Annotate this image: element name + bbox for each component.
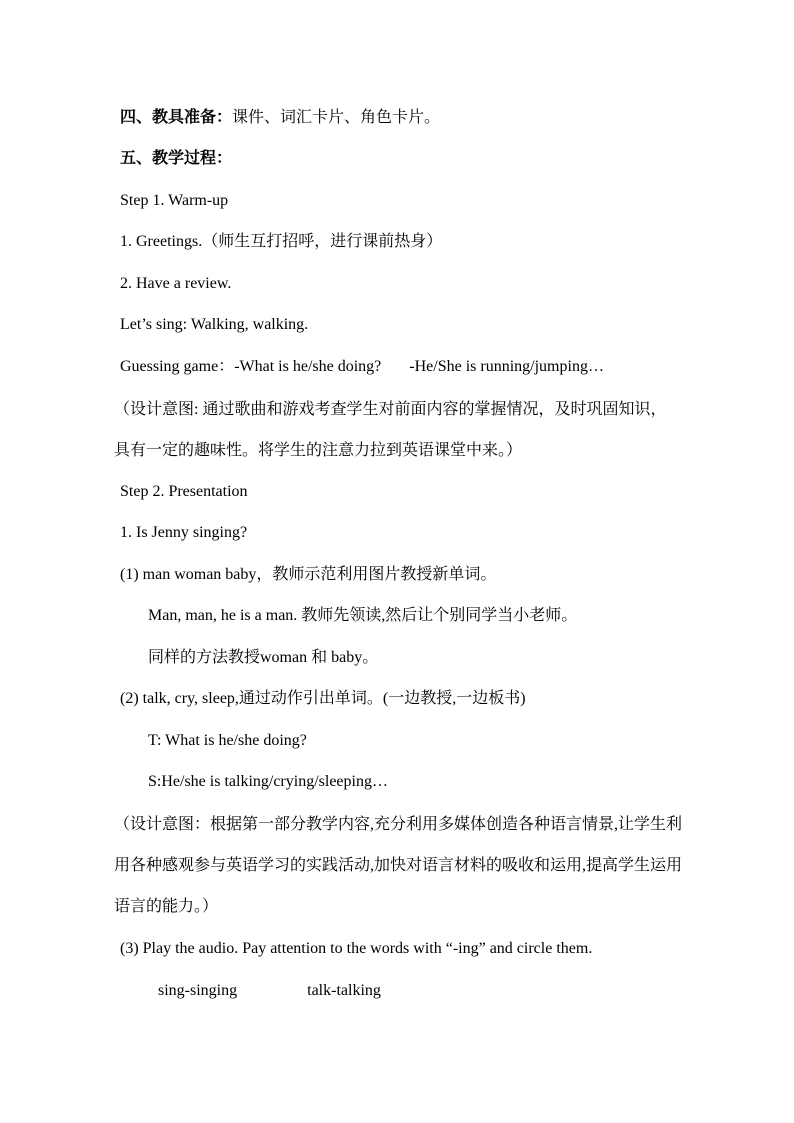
step1-title: Step 1. Warm-up [120, 192, 229, 209]
step2-teacher-question: T: What is he/she doing? [148, 732, 307, 749]
step2-title: Step 2. Presentation [120, 483, 248, 500]
section-four-heading: 四、教具准备： [120, 109, 233, 126]
step2-sub3: (3) Play the audio. Pay attention to the words with “-ing” and circle them. [120, 940, 593, 957]
step1-item-review: 2. Have a review. [120, 275, 232, 292]
step1-design-intent: （设计意图: 通过歌曲和游戏考查学生对前面内容的掌握情况，及时巩固知识，具有一定的趣味性。将学生的注意力拉到英语课堂中来。） [114, 401, 667, 459]
step1-guessing-game [120, 357, 604, 377]
step2-student-answer: S:He/she is talking/crying/sleeping… [148, 773, 388, 790]
step1-item-greetings: 1. Greetings.（师生互打招呼，进行课前热身） [120, 233, 443, 250]
word-pair-talk: talk-talking [307, 982, 381, 999]
step1-song: Let’s sing: Walking, walking. [120, 316, 309, 333]
game-answer: -He/She is running/jumping… [409, 358, 604, 375]
step2-sub1-line1: Man, man, he is a man. 教师先领读,然后让个别同学当小老师。 [148, 607, 578, 624]
word-pair-sing: sing-singing [158, 982, 238, 999]
step2-sub1: (1) man woman baby，教师示范利用图片教授新单词。 [120, 566, 497, 583]
step2-item-jenny: 1. Is Jenny singing? [120, 524, 248, 541]
section-four [120, 108, 440, 128]
game-question: Guessing game：-What is he/she doing? [120, 358, 382, 375]
step2-design-intent: （设计意图：根据第一部分教学内容,充分利用多媒体创造各种语言情景,让学生利用各种感观参与英语学习的实践活动,加快对语言材料的吸收和运用,提高学生运用语言的能力。） [114, 816, 683, 915]
section-four-text: 课件、词汇卡片、角色卡片。 [232, 109, 441, 126]
section-five-heading: 五、教学过程： [120, 150, 233, 167]
step2-word-pairs [158, 981, 381, 1001]
step2-sub2: (2) talk, cry, sleep,通过动作引出单词。(一边教授,一边板书) [120, 690, 526, 707]
step2-sub1-line2: 同样的方法教授woman 和 baby。 [148, 649, 379, 666]
